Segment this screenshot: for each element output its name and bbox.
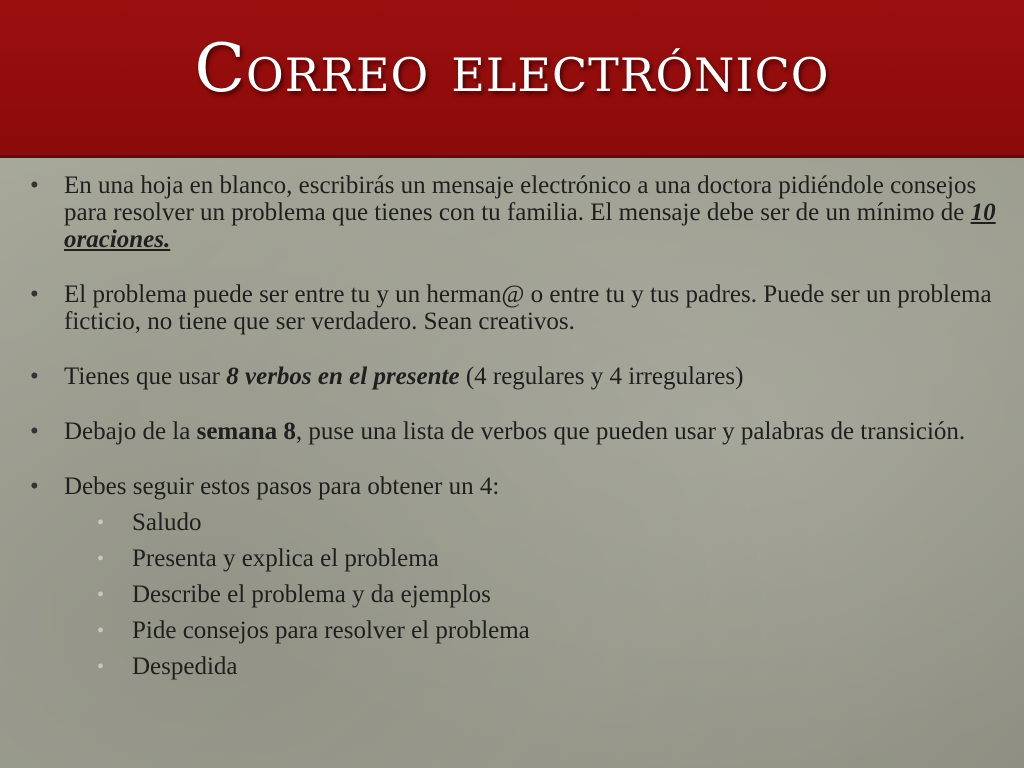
bullet-item bbox=[28, 281, 998, 335]
bullet-item bbox=[28, 418, 998, 445]
bullet-icon: • bbox=[30, 363, 39, 390]
steps-list bbox=[64, 505, 998, 685]
step-item bbox=[64, 541, 998, 577]
step-text: Describe el problema y da ejemplos bbox=[132, 581, 491, 608]
step-item bbox=[64, 613, 998, 649]
sub-bullet-icon: • bbox=[97, 584, 105, 606]
step-text: Presenta y explica el problema bbox=[132, 545, 439, 572]
bullet-item bbox=[28, 172, 998, 253]
step-text: Pide consejos para resolver el problema bbox=[132, 617, 530, 644]
bullet-list bbox=[28, 172, 998, 685]
slide-title: Correo electrónico bbox=[194, 30, 830, 107]
bullet-strong: semana 8 bbox=[196, 418, 296, 445]
bullet-text: Debes seguir estos pasos para obtener un 4: bbox=[64, 473, 500, 500]
bullet-icon: • bbox=[30, 418, 39, 445]
step-item bbox=[64, 649, 998, 685]
sub-bullet-icon: • bbox=[97, 512, 105, 534]
bullet-emphasis: 10 oraciones. bbox=[64, 199, 996, 253]
bullet-text: En una hoja en blanco, escribirás un mensaje electrónico a una doctora pidiéndole consejos para resolver un problema que tienes con tu familia. El mensaje debe ser de un mínimo de bbox=[64, 172, 977, 226]
bullet-text: El problema puede ser entre tu y un herman@ o entre tu y tus padres. Puede ser un problema ficticio, no tiene que ser verdadero. Sean creativos. bbox=[64, 281, 992, 335]
step-item bbox=[64, 577, 998, 613]
bullet-icon: • bbox=[30, 281, 39, 308]
bullet-item bbox=[28, 473, 998, 685]
sub-bullet-icon: • bbox=[97, 548, 105, 570]
bullet-emphasis: 8 verbos en el presente bbox=[226, 363, 460, 390]
sub-bullet-icon: • bbox=[97, 656, 105, 678]
bullet-text-end: (4 regulares y 4 irregulares) bbox=[459, 363, 744, 390]
step-item bbox=[64, 505, 998, 541]
bullet-text: Tienes que usar bbox=[64, 363, 227, 390]
title-bar bbox=[0, 0, 1024, 158]
bullet-icon: • bbox=[30, 172, 39, 199]
bullet-text: Debajo de la bbox=[64, 418, 197, 445]
bullet-item bbox=[28, 363, 998, 390]
step-text: Despedida bbox=[132, 653, 238, 680]
step-text: Saludo bbox=[132, 509, 202, 536]
bullet-icon: • bbox=[30, 473, 39, 500]
bullet-text-end: , puse una lista de verbos que pueden usar y palabras de transición. bbox=[295, 418, 966, 445]
sub-bullet-icon: • bbox=[97, 620, 105, 642]
